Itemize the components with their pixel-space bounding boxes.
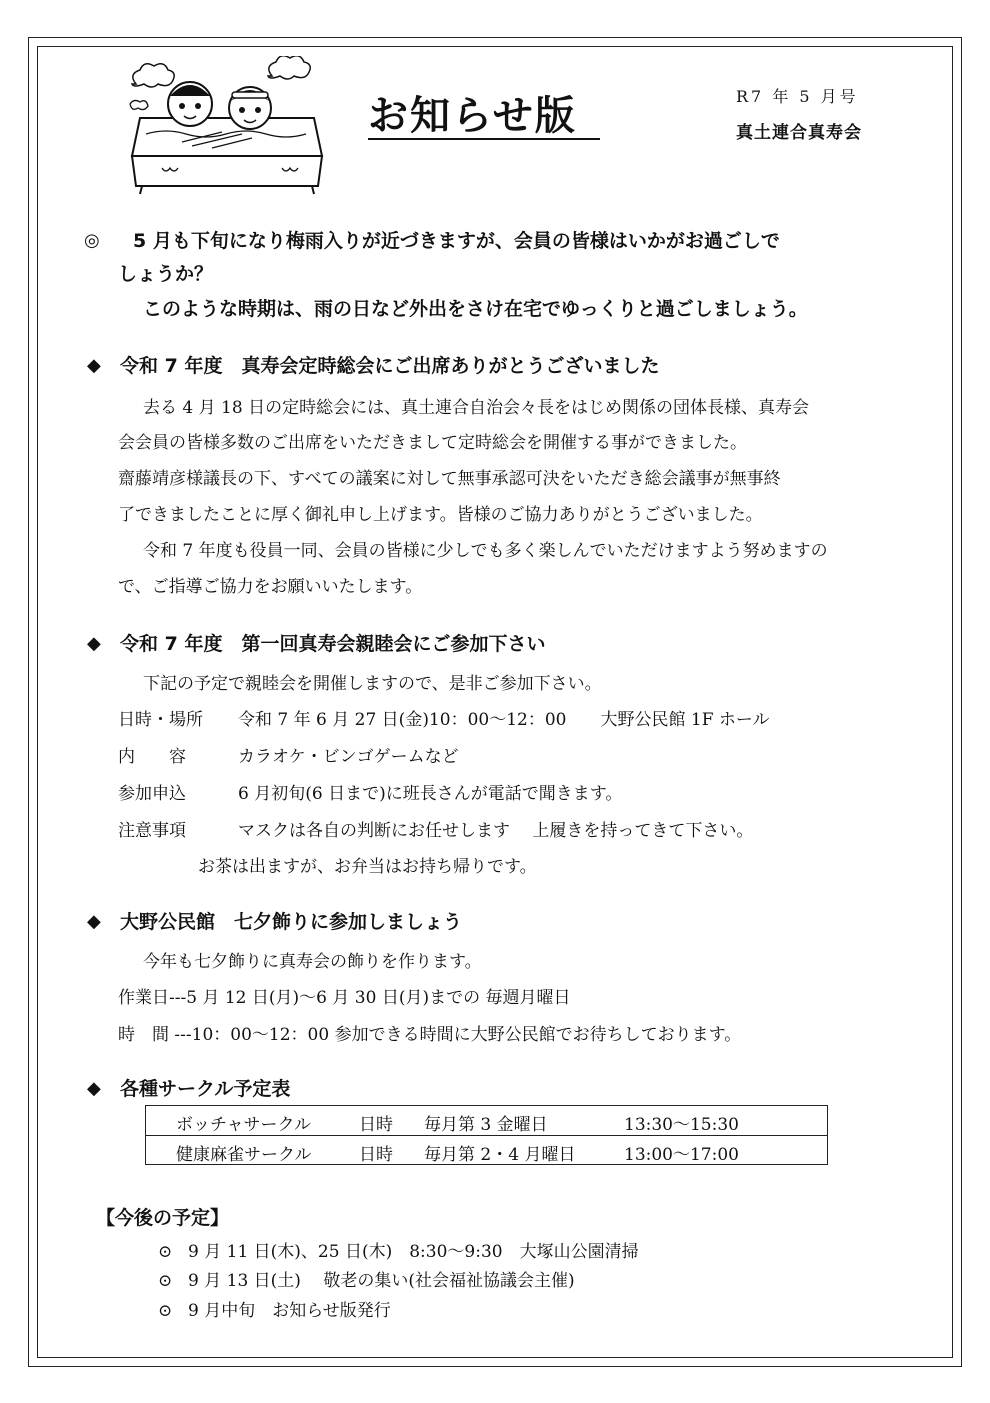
section4-heading: 各種サークル予定表 [120, 1078, 291, 1100]
detail-label: 注意事項 [118, 821, 186, 841]
table-row-divider [146, 1135, 827, 1136]
table-cell-time: 13:30～15:30 [624, 1115, 739, 1135]
detail-label: 参加申込 [118, 784, 186, 804]
diamond-bullet-icon: ◆ [87, 355, 101, 376]
schedule-item: 9 月 11 日(木)、25 日(木) 8:30～9:30 大塚山公園清掃 [188, 1242, 639, 1262]
table-cell-when: 毎月第 2・4 月曜日 [424, 1145, 576, 1165]
detail-value: 令和 7 年 6 月 27 日(金)10：00～12：00 大野公民館 1F ホール [238, 710, 770, 730]
circled-dot-icon: ⊙ [158, 1301, 173, 1321]
section2-note: お茶は出ますが、お弁当はお持ち帰りです。 [198, 857, 537, 877]
section1-line: 会会員の皆様多数のご出席をいただきまして定時総会を開催する事ができました。 [118, 433, 747, 453]
section1-heading: 令和 7 年度 真寿会定時総会にご出席ありがとうございました [120, 355, 660, 377]
circled-dot-icon: ⊙ [158, 1271, 173, 1291]
table-cell-label: 日時 [359, 1145, 393, 1165]
intro-line-2: しょうか？ [118, 263, 214, 285]
diamond-bullet-icon: ◆ [87, 633, 101, 654]
intro-line-1: 5 月も下旬になり梅雨入りが近づきますが、会員の皆様はいかがお過ごしで [133, 230, 780, 252]
bath-illustration [122, 56, 332, 196]
title-underline [368, 138, 600, 140]
section1-line: 齋藤靖彦様議長の下、すべての議案に対して無事承認可決をいただき総会議事が無事終 [118, 469, 781, 489]
organization-name: 真土連合真寿会 [736, 123, 862, 143]
intro-line-3: このような時期は、雨の日など外出をさけ在宅でゆっくりと過ごしましょう。 [143, 298, 808, 320]
table-cell-time: 13:00～17:00 [624, 1145, 739, 1165]
detail-value: マスクは各自の判断にお任せします 上履きを持ってきて下さい。 [238, 821, 754, 841]
section1-line: 去る 4 月 18 日の定時総会には、真土連合自治会々長をはじめ関係の団体長様、真寿会 [143, 398, 810, 418]
issue-label: R7 年 5 月号 [736, 87, 859, 106]
detail-value: カラオケ・ビンゴゲームなど [238, 747, 459, 767]
circle-schedule-table [145, 1105, 828, 1165]
section1-line: 令和 7 年度も役員一同、会員の皆様に少しでも多く楽しんでいただけますよう努めますの [143, 541, 828, 561]
section3-lead: 今年も七夕飾りに真寿会の飾りを作ります。 [143, 952, 482, 972]
diamond-bullet-icon: ◆ [87, 911, 101, 932]
schedule-item: 9 月中旬 お知らせ版発行 [188, 1301, 391, 1321]
double-circle-icon: ◎ [84, 230, 100, 251]
table-cell-label: 日時 [359, 1115, 393, 1135]
section2-heading: 令和 7 年度 第一回真寿会親睦会にご参加下さい [120, 633, 546, 655]
detail-label: 日時・場所 [118, 710, 203, 730]
diamond-bullet-icon: ◆ [87, 1078, 101, 1099]
page-title: お知らせ版 [368, 93, 577, 139]
schedule-heading: 【今後の予定】 [96, 1207, 230, 1229]
detail-label: 内 容 [118, 747, 186, 767]
section3-time: 時 間 ---10：00～12：00 参加できる時間に大野公民館でお待ちしております。 [118, 1025, 742, 1045]
section1-line: 了できましたことに厚く御礼申し上げます。皆様のご協力ありがとうございました。 [118, 505, 763, 525]
section3-heading: 大野公民館 七夕飾りに参加しましょう [120, 911, 463, 933]
schedule-item: 9 月 13 日(土) 敬老の集い(社会福祉協議会主催) [188, 1271, 575, 1291]
detail-value: 6 月初旬(6 日まで)に班長さんが電話で聞きます。 [238, 784, 623, 804]
table-cell-name: 健康麻雀サークル [176, 1145, 312, 1165]
section2-lead: 下記の予定で親睦会を開催しますので、是非ご参加下さい。 [143, 674, 602, 694]
table-cell-when: 毎月第 3 金曜日 [424, 1115, 548, 1135]
section1-line: で、ご指導ご協力をお願いいたします。 [118, 577, 423, 597]
circled-dot-icon: ⊙ [158, 1242, 173, 1262]
section3-workday: 作業日---5 月 12 日(月)～6 月 30 日(月)までの 毎週月曜日 [118, 988, 571, 1008]
table-cell-name: ボッチャサークル [176, 1115, 311, 1135]
